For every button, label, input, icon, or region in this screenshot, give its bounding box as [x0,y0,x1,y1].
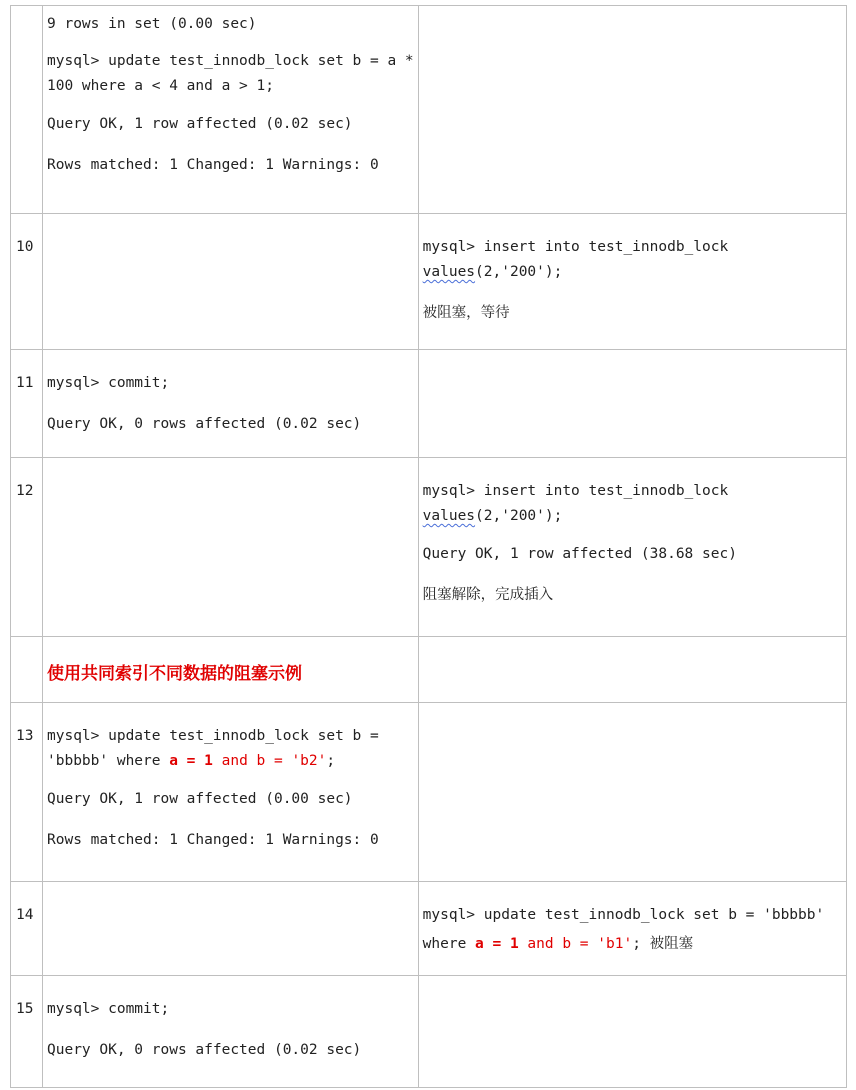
table-row [11,703,847,882]
sql-statement: values(2,'200'); [422,264,563,280]
sql-statement: where a = 1 and b = 'b1'; 被阻塞 [422,936,694,952]
session1-cell [43,350,419,458]
step-number: 12 [16,483,34,499]
session1-cell [43,637,419,703]
result-line: Query OK, 0 rows affected (0.02 sec) [47,1042,362,1058]
table-row [11,458,847,637]
step-number: 11 [16,375,34,391]
spellcheck-word: values [422,264,476,280]
step-number: 15 [16,1001,34,1017]
highlight-condition: a = 1 [475,936,519,952]
result-line: 9 rows in set (0.00 sec) [47,16,257,32]
table-row [11,882,847,976]
table-row [11,6,847,214]
lock-demo-table [10,5,847,1088]
session1-cell [43,882,419,976]
step-number-cell [11,458,43,637]
session1-cell [43,214,419,350]
section-heading: 使用共同索引不同数据的阻塞示例 [47,664,302,684]
session2-cell [418,214,846,350]
step-number-cell [11,703,43,882]
step-number: 13 [16,728,34,744]
status-note: 被阻塞，等待 [422,305,510,321]
table-row [11,350,847,458]
table-row [11,214,847,350]
sql-statement: 100 where a < 4 and a > 1; [47,78,274,94]
result-line: Query OK, 1 row affected (0.00 sec) [47,791,353,807]
session1-cell [43,976,419,1088]
step-number-cell [11,350,43,458]
step-number: 10 [16,239,34,255]
session1-cell [43,458,419,637]
status-note: 被阻塞 [649,936,694,952]
sql-statement: mysql> commit; [47,1001,170,1017]
session2-cell [418,882,846,976]
highlight-condition: a = 1 [169,753,213,769]
sql-statement: values(2,'200'); [422,508,563,524]
sql-statement: mysql> update test_innodb_lock set b = a * [47,53,414,69]
table-row [11,637,847,703]
step-number-cell [11,976,43,1088]
sql-statement: mysql> insert into test_innodb_lock [422,483,729,499]
result-line: Query OK, 1 row affected (38.68 sec) [422,546,737,562]
sql-statement: 'bbbbb' where a = 1 and b = 'b2'; [47,753,336,769]
session2-cell [418,703,846,882]
result-line: Query OK, 0 rows affected (0.02 sec) [47,416,362,432]
result-line: Rows matched: 1 Changed: 1 Warnings: 0 [47,832,379,848]
sql-statement: mysql> commit; [47,375,170,391]
status-note: 阻塞解除，完成插入 [422,587,554,603]
session1-cell [43,6,419,214]
table-row [11,976,847,1088]
spellcheck-word: values [422,508,476,524]
step-number-cell [11,214,43,350]
sql-statement: mysql> update test_innodb_lock set b = [47,728,379,744]
session2-cell [418,637,846,703]
step-number-cell [11,6,43,214]
step-number: 14 [16,907,34,923]
result-line: Rows matched: 1 Changed: 1 Warnings: 0 [47,157,379,173]
sql-statement: mysql> insert into test_innodb_lock [422,239,729,255]
result-line: Query OK, 1 row affected (0.02 sec) [47,116,353,132]
session1-cell [43,703,419,882]
session2-cell [418,976,846,1088]
session2-cell [418,350,846,458]
step-number-cell [11,637,43,703]
session2-cell [418,6,846,214]
step-number-cell [11,882,43,976]
session2-cell [418,458,846,637]
sql-statement: mysql> update test_innodb_lock set b = 'bbbbb' [422,907,825,923]
